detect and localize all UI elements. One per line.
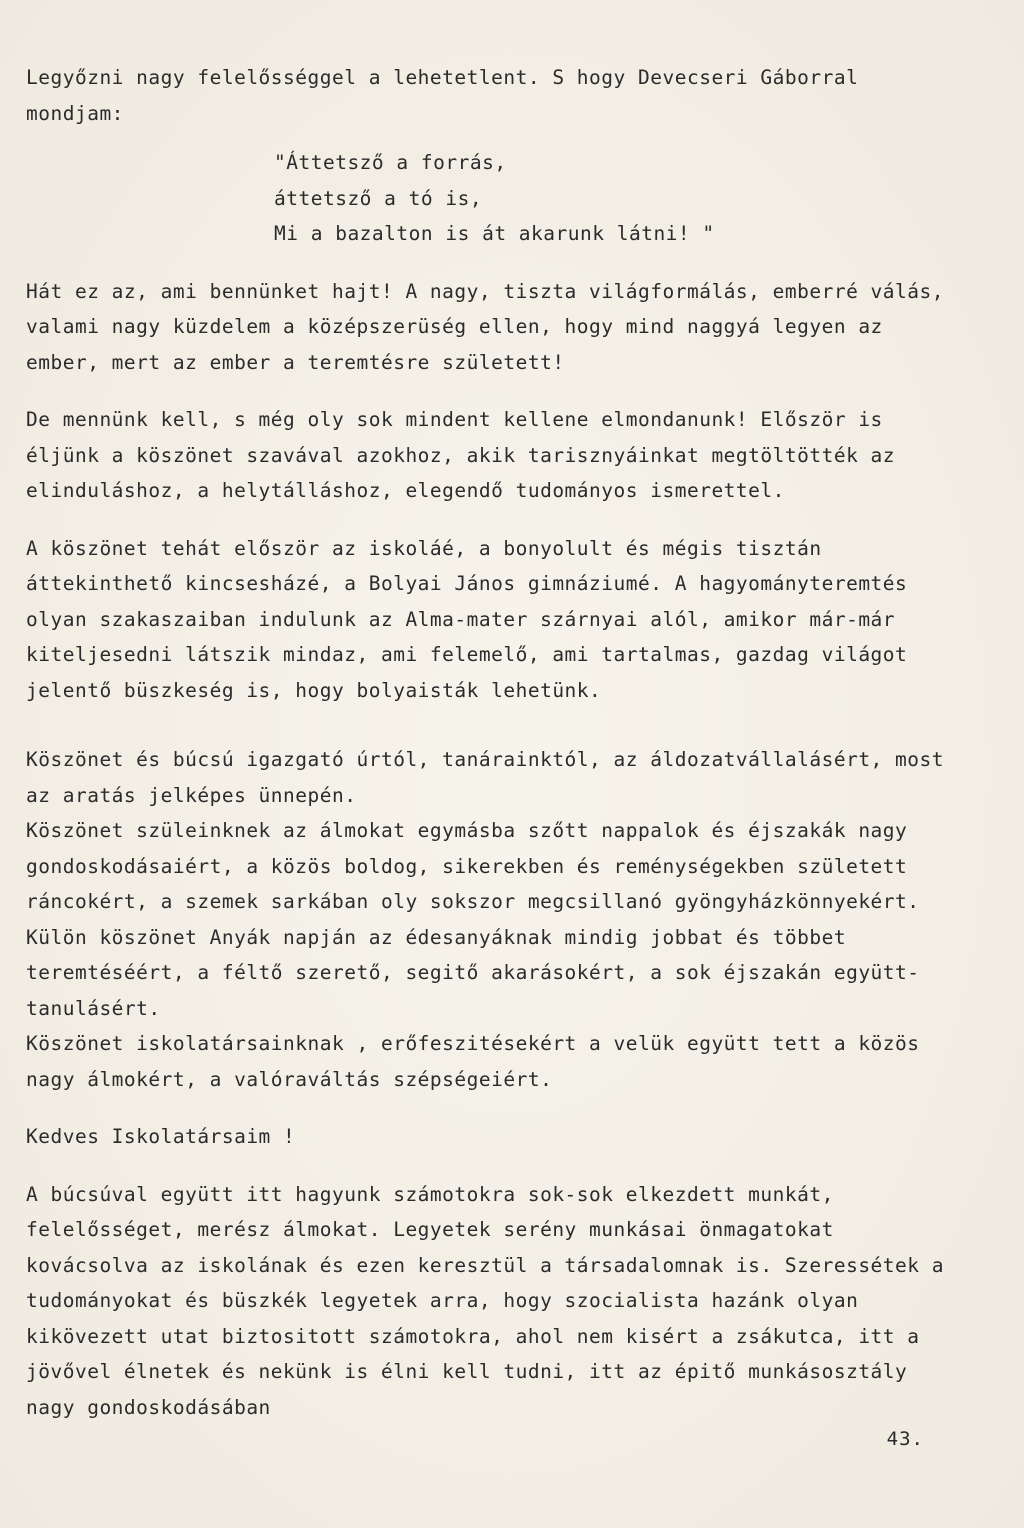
paragraph-bucsu: A búcsúval együtt itt hagyunk számotokra sok-sok elkezdett munkát, felelősséget, merész álmokat. Legyetek serény munkásai önmagatokat kovácsolva az iskolának és ezen keresztül a társadalomnak is. Szeressétek a tudományokat és büszkék legyetek arra, hogy szocialista hazánk olyan kikövezett utat biztositott számotokra, ahol nem kisért a zsákutca, itt a jövővel élnetek és nekünk is élni kell tudni, itt az épitő munkásosztály nagy gondoskodásában [26, 1182, 944, 1419]
paragraph-mennunk: De mennünk kell, s még oly sok mindent kellene elmondanunk! Először is éljünk a köszönet szavával azokhoz, akik tarisznyáinkat megtöltötték az elinduláshoz, a helytálláshoz, elegendő tudományos ismerettel. [26, 408, 896, 502]
paragraph-koszonet-tarsak: Köszönet iskolatársainknak , erőfeszitésekért a velük együtt tett a közös nagy álmokért, a valóraváltás szépségeiért. [26, 1032, 920, 1091]
paragraph-koszonet-szulok: Köszönet szüleinknek az álmokat egymásba szőtt nappalok és éjszakák nagy gondoskodásaiért, a közös boldog, sikerekben és reménységekben született ráncokért, a szemek sarkában oly sokszor megcsillanó gyöngyházkönnyekért. Külön köszönet Anyák napján az édesanyáknak mindig jobbat és többet teremtéséért, a féltő szerető, segitő akarásokért, a sok éjszakán együtt-tanulásért. [26, 819, 920, 1020]
salutation: Kedves Iskolatársaim ! [26, 1125, 296, 1148]
page-number: 43. [886, 1428, 924, 1450]
body-text [26, 60, 964, 1425]
paragraph-koszonet-tanarok: Köszönet és búcsú igazgató úrtól, tanárainktól, az áldozatvállalásért, most az aratás jelképes ünnepén. [26, 748, 944, 807]
verse-line-1: "Áttetsző a forrás, [274, 151, 507, 174]
verse-line-2: áttetsző a tó is, [274, 186, 483, 210]
paragraph-hajt: Hát ez az, ami bennünket hajt! A nagy, tiszta világformálás, emberré válás, valami nagy küzdelem a középszerüség ellen, hogy mind naggyá legyen az ember, mert az ember a teremtésre született! [26, 279, 944, 374]
verse-line-3: Mi a bazalton is át akarunk látni! " [274, 222, 715, 245]
paragraph-koszonet-iskola: A köszönet tehát először az iskoláé, a bonyolult és mégis tisztán áttekinthető kincsesházé, a Bolyai János gimnáziumé. A hagyományteremtés olyan szakaszaiban indulunk az Alma-mater szárnyai alól, amikor már-már kiteljesedni látszik mindaz, ami felemelő, ami tartalmas, gazdag világot jelentő büszkeség is, hogy bolyaisták lehetünk. [26, 536, 908, 702]
paragraph-intro: Legyőzni nagy felelősséggel a lehetetlent. S hogy Devecseri Gáborral mondjam: [26, 66, 859, 125]
